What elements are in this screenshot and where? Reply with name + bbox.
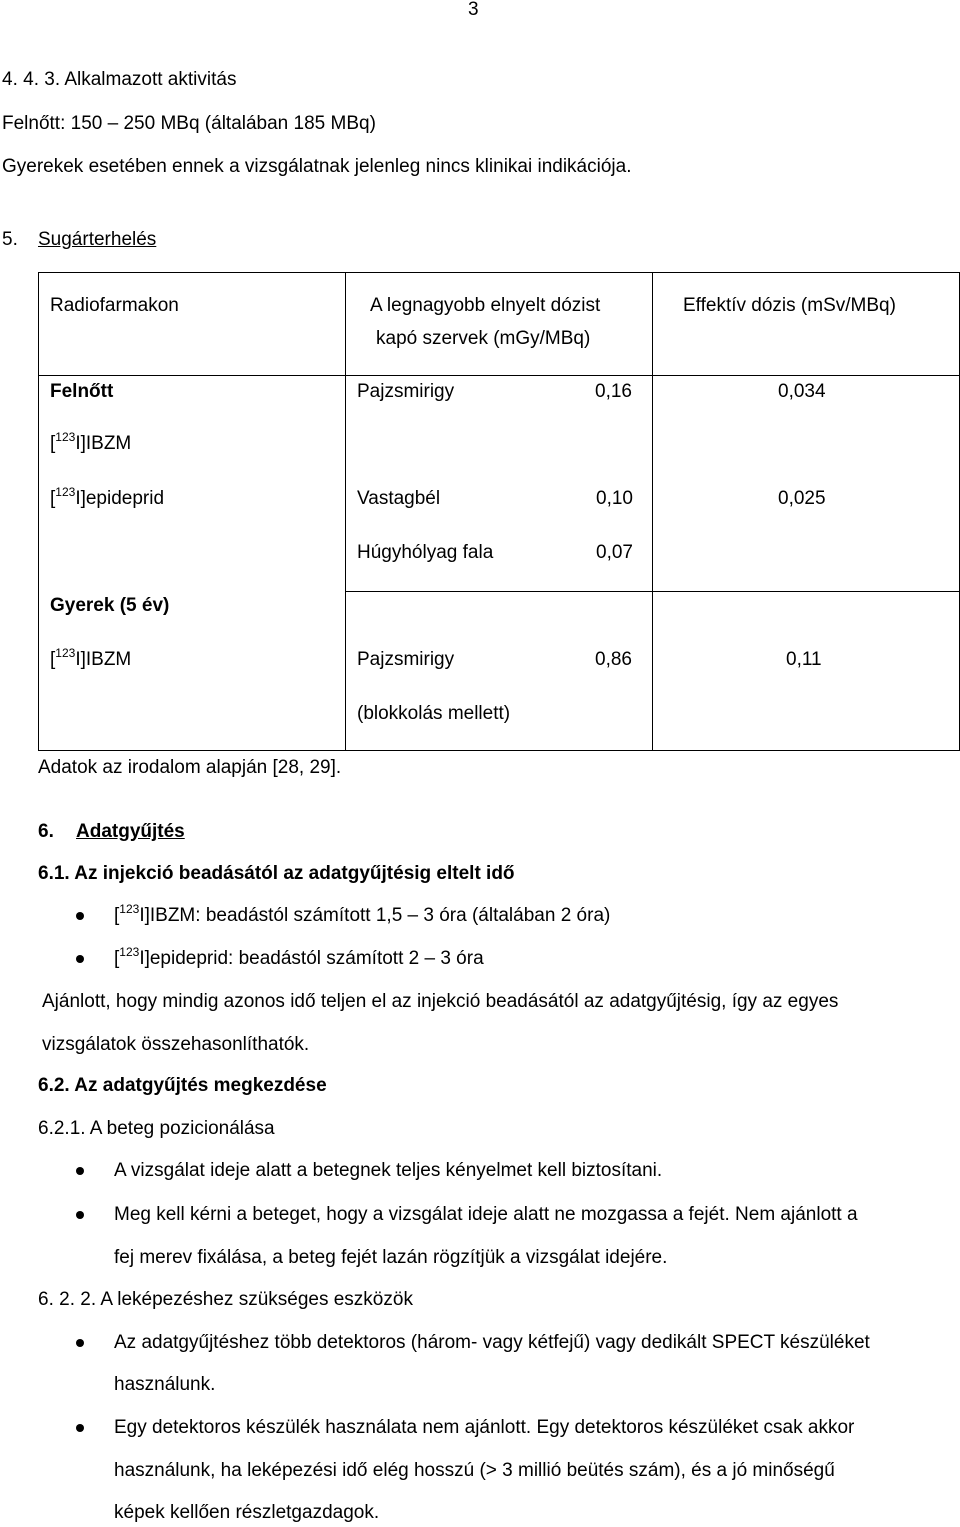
table-left-border [38,272,39,751]
organ-thyroid: Pajzsmirigy [357,381,455,402]
header-effective-dose: Effektív dózis (mSv/MBq) [683,295,896,316]
header-organ-dose-line2: kapó szervek (mGy/MBq) [376,328,591,349]
section-621-heading: 6.2.1. A beteg pozicionálása [38,1118,275,1139]
timing-ibzm: [$^{123}$I]IBZM: beadástól számított 1,5 – 3 óra (általában 2 óra) [114,902,611,926]
positioning-comfort: A vizsgálat ideje alatt a betegnek teljes kényelmet kell biztosítani. [114,1160,663,1181]
equipment-single-line2: használunk, ha leképezési idő elég hosszú (> 3 millió beütés szám), és a jó minőségű [114,1460,835,1481]
header-radiofarmakon: Radiofarmakon [50,295,179,316]
child-label: Gyerek (5 év) [50,595,170,616]
value-thyroid-adult: 0,16 [595,381,632,402]
value-bladder: 0,07 [596,542,633,563]
organ-thyroid-child: Pajzsmirigy [357,649,455,670]
table-col2-border [652,272,653,751]
recommendation-line1: Ajánlott, hogy mindig azonos idő teljen el az injekció beadásától az adatgyűjtésig, így az egyes [42,991,839,1012]
value-colon: 0,10 [596,488,633,509]
section-6-title: Adatgyűjtés [76,821,185,842]
bullet-icon [76,912,84,920]
organ-bladder: Húgyhólyag fala [357,542,494,563]
bullet-icon [76,1424,84,1432]
table-header-border [38,375,960,376]
bullet-icon [76,1211,84,1219]
effective-ibzm-adult: 0,034 [778,381,826,402]
positioning-head-line2: fej merev fixálása, a beteg fejét lazán rögzítjük a vizsgálat idejére. [114,1247,668,1268]
header-organ-dose-line1: A legnagyobb elnyelt dózist [370,295,601,316]
positioning-head-line1: Meg kell kérni a beteget, hogy a vizsgálat ideje alatt ne mozgassa a fejét. Nem ajánlott a [114,1204,858,1225]
section-622-heading: 6. 2. 2. A leképezéshez szükséges eszközök [38,1289,413,1310]
adult-activity: Felnőtt: 150 – 250 MBq (általában 185 MBq) [2,113,376,134]
table-top-border [38,272,960,273]
bullet-icon [76,955,84,963]
section-5-title: Sugárterhelés [38,229,157,250]
table-col1-border [345,272,346,751]
equipment-multi-line2: használunk. [114,1374,216,1395]
section-443-heading: 4. 4. 3. Alkalmazott aktivitás [2,69,237,90]
tracer-ibzm-child: [$^{123}$I]IBZM [50,646,132,670]
children-note: Gyerekek esetében ennek a vizsgálatnak jelenleg nincs klinikai indikációja. [2,156,632,177]
section-5-number: 5. [2,229,18,250]
source-note: Adatok az irodalom alapján [28, 29]. [38,757,342,778]
adult-label: Felnőtt [50,381,114,402]
equipment-single-line3: képek kellően részletgazdagok. [114,1502,380,1523]
value-thyroid-child: 0,86 [595,649,632,670]
tracer-epideprid: [$^{123}$I]epideprid [50,485,165,509]
section-62-heading: 6.2. Az adatgyűjtés megkezdése [38,1075,327,1096]
bullet-icon [76,1339,84,1347]
section-6-number: 6. [38,821,54,842]
page-number: 3 [468,0,479,20]
effective-ibzm-child: 0,11 [786,649,822,670]
tracer-ibzm-adult: [$^{123}$I]IBZM [50,430,132,454]
recommendation-line2: vizsgálatok összehasonlíthatók. [42,1034,310,1055]
equipment-single-line1: Egy detektoros készülék használata nem ajánlott. Egy detektoros készüléket csak akkor [114,1417,855,1438]
bullet-icon [76,1167,84,1175]
blocking-note: (blokkolás mellett) [357,703,511,724]
section-61-heading: 6.1. Az injekció beadásától az adatgyűjtésig eltelt idő [38,863,515,884]
effective-epideprid: 0,025 [778,488,826,509]
timing-epideprid: [$^{123}$I]epideprid: beadástól számított 2 – 3 óra [114,945,484,969]
equipment-multi-line1: Az adatgyűjtéshez több detektoros (három- vagy kétfejű) vagy dedikált SPECT készüléket [114,1332,870,1353]
table-bottom-border [38,750,960,751]
organ-colon: Vastagbél [357,488,441,509]
